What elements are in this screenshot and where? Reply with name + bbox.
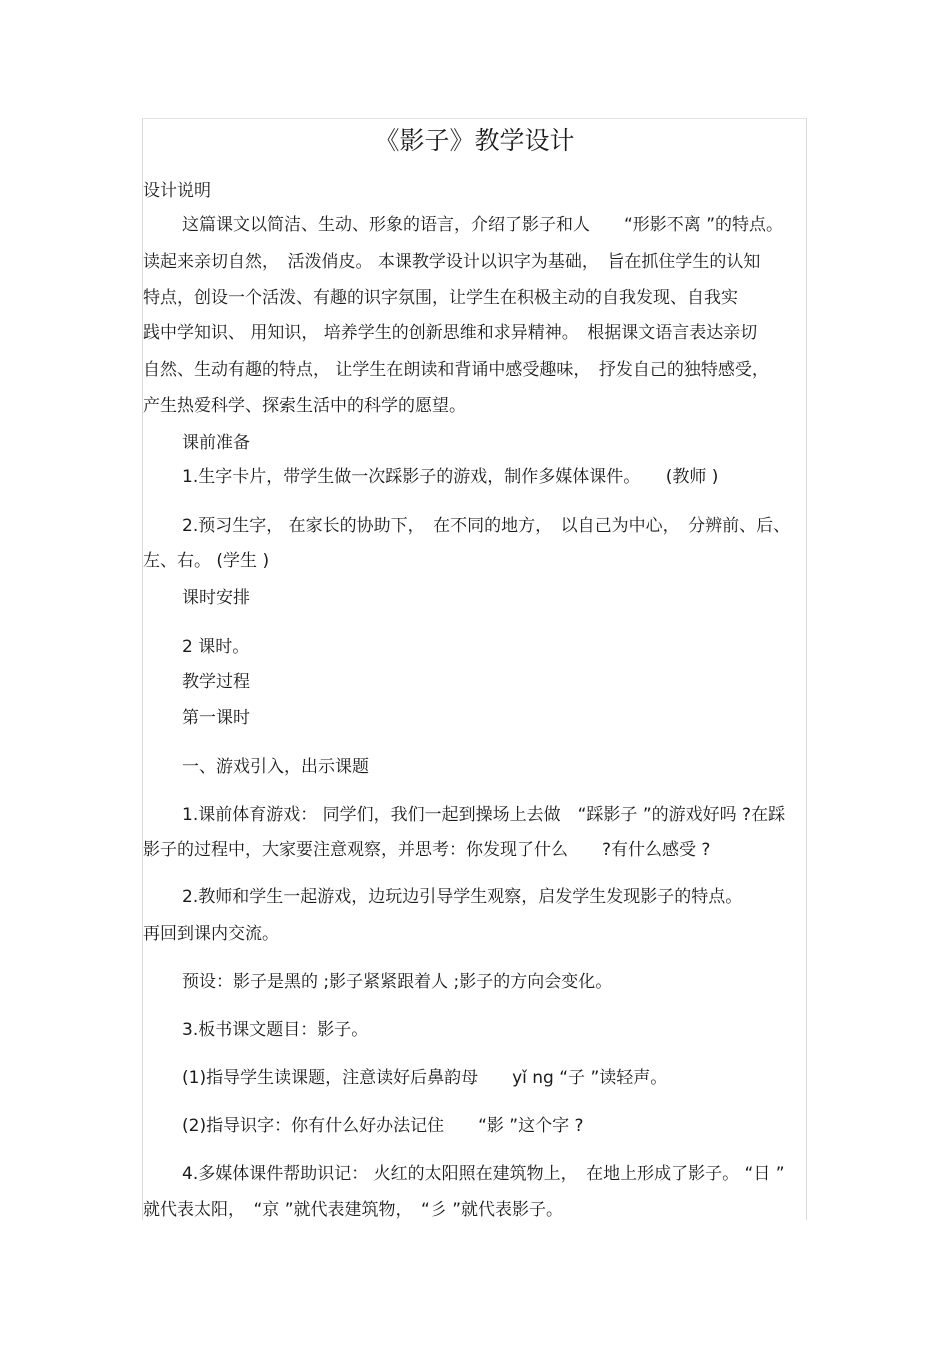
preset: 预设：影子是黑的 ;影子紧紧跟着人 ;影子的方向会变化。	[182, 972, 613, 992]
para-1-line-6: 产生热爱科学、探索生活中的科学的愿望。	[143, 396, 466, 416]
step-1-line-2: 影子的过程中，大家要注意观察，并思考：你发现了什么 ?有什么感受 ?	[143, 840, 711, 860]
prep-2-line-1: 2.预习生字， 在家长的协助下， 在不同的地方， 以自己为中心， 分辨前、后、	[182, 516, 791, 536]
para-1-line-3: 特点，创设一个活泼、有趣的识字氛围，让学生在积极主动的自我发现、自我实	[143, 288, 738, 308]
heading-process: 教学过程	[182, 672, 250, 692]
section-1-title: 一、游戏引入，出示课题	[182, 757, 369, 777]
step-3-2: (2)指导识字：你有什么好办法记住 “影 ”这个字 ?	[182, 1116, 584, 1136]
para-1-line-4: 践中学知识、 用知识， 培养学生的创新思维和求异精神。 根据课文语言表达亲切	[143, 323, 758, 343]
heading-schedule: 课时安排	[182, 588, 250, 608]
heading-preparation: 课前准备	[182, 433, 250, 453]
para-1-line-1: 这篇课文以简洁、生动、形象的语言，介绍了影子和人 “形影不离 ”的特点。	[182, 215, 784, 235]
step-2-line-1: 2.教师和学生一起游戏，边玩边引导学生观察，启发学生发现影子的特点。	[182, 887, 743, 907]
step-2-line-2: 再回到课内交流。	[143, 924, 279, 944]
step-4-line-2: 就代表太阳， “京 ”就代表建筑物， “彡 ”就代表影子。	[143, 1200, 564, 1220]
step-3: 3.板书课文题目：影子。	[182, 1020, 369, 1040]
step-1-line-1: 1.课前体育游戏： 同学们，我们一起到操场上去做 “踩影子 ”的游戏好吗 ?在踩	[182, 805, 786, 825]
heading-design-notes: 设计说明	[143, 181, 211, 201]
document-title: 《影子》教学设计	[374, 126, 575, 155]
para-1-line-5: 自然、生动有趣的特点， 让学生在朗读和背诵中感受趣味， 抒发自己的独特感受，	[143, 360, 769, 380]
prep-2-line-2: 左、右。 (学生 )	[143, 551, 270, 571]
prep-1: 1.生字卡片，带学生做一次踩影子的游戏，制作多媒体课件。 (教师 )	[182, 467, 719, 487]
page-frame	[142, 118, 807, 1220]
schedule-value: 2 课时。	[182, 637, 250, 657]
step-4-line-1: 4.多媒体课件帮助识记： 火红的太阳照在建筑物上， 在地上形成了影子。 “日 ”	[182, 1164, 785, 1184]
para-1-line-2: 读起来亲切自然， 活泼俏皮。 本课教学设计以识字为基础， 旨在抓住学生的认知	[143, 252, 761, 272]
heading-first-lesson: 第一课时	[182, 708, 250, 728]
step-3-1: (1)指导学生读课题，注意读好后鼻韵母 yǐ ng “子 ”读轻声。	[182, 1068, 668, 1088]
